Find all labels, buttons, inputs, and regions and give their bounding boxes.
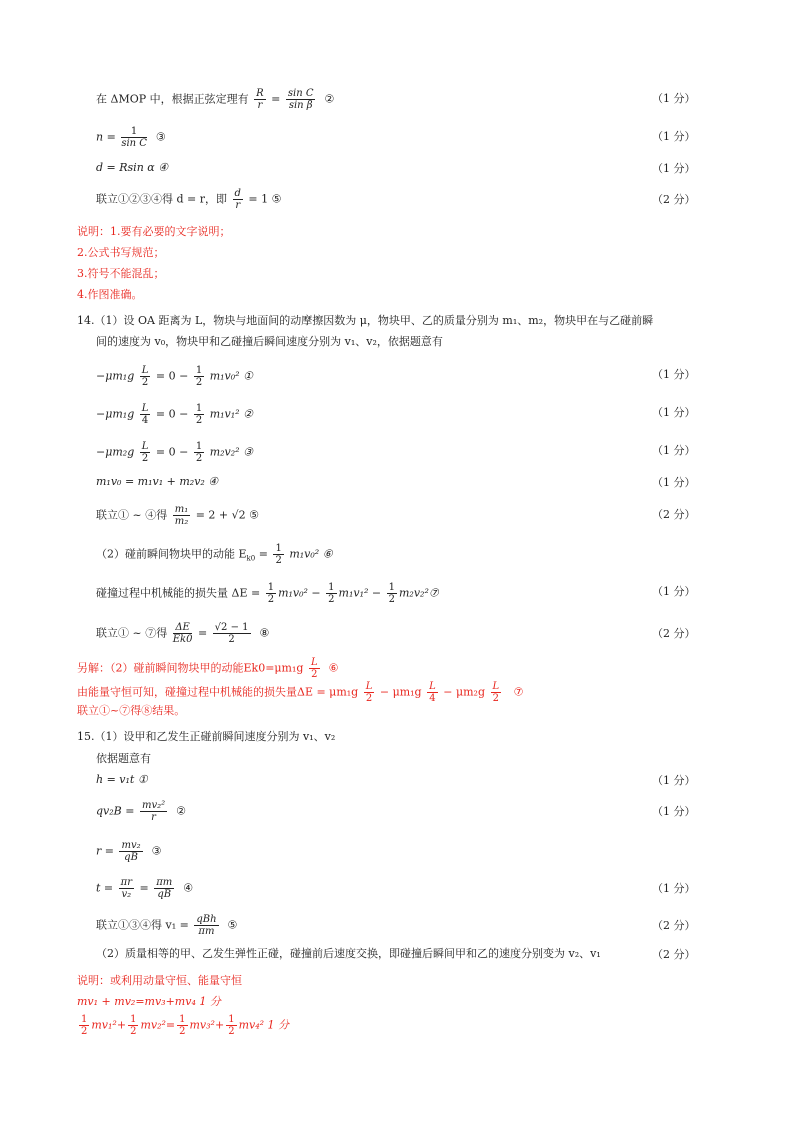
fraction: $\frac{1}{2}$ bbox=[275, 543, 282, 566]
score-label: （1 分） bbox=[652, 162, 696, 175]
score-label: （1 分） bbox=[652, 406, 696, 419]
score-label: （1 分） bbox=[652, 444, 696, 457]
fraction: $\frac{1}{2}$ bbox=[179, 1014, 186, 1037]
q14-energy-loss: 碰撞过程中机械能的损失量 ΔE = $\frac{1}{2}$ m₁v₀² − $\frac{1}{2}$ m₁v₁² − $\frac{1}{2}$ m₂v₂²⑦ bbox=[96, 582, 439, 605]
fraction: $\frac{L}{4}$ bbox=[429, 681, 436, 704]
q15-eq1: h = v₁t ① bbox=[96, 773, 148, 786]
fraction: $\frac{\text{mv₂}}{qB}$ bbox=[121, 840, 141, 863]
q15-eq5: 联立①③④得 v₁ = $\frac{\text{qBh}}{\pi m}$ ⑤ bbox=[96, 914, 238, 937]
fraction: $\frac{1}{2}$ bbox=[388, 582, 395, 605]
score-label: （1 分） bbox=[652, 368, 696, 381]
note2-line1: 说明：或利用动量守恒、能量守恒 bbox=[77, 974, 242, 987]
fraction: $\frac{\pi m}{qB}$ bbox=[156, 877, 173, 900]
alt-line3: 联立①~⑦得⑧结果。 bbox=[77, 704, 186, 717]
alt-line2: 由能量守恒可知，碰撞过程中机械能的损失量ΔE = μm₁g $\frac{L}{2}$ − μm₁g $\frac{L}{4}$ − μm₂g $\frac{L}{2}$ ⑦ bbox=[77, 681, 524, 704]
q14-part2: （2）碰前瞬间物块甲的动能 $E_{k0}$ = $\frac{1}{2}$ m₁v₀² ⑥ bbox=[96, 543, 333, 566]
q14-eq5: 联立① ~ ④得 $\frac{\text{m₁}}{\text{m₂}}$ = 2 + √2 ⑤ bbox=[96, 504, 260, 527]
score-label: （1 分） bbox=[652, 882, 696, 895]
fraction: $\frac{R}{r}$ bbox=[256, 88, 264, 111]
fraction: $\frac{1}{2}$ bbox=[195, 365, 203, 388]
note-line: 4.作图准确。 bbox=[77, 288, 143, 301]
q13-line1: 在 ΔMOP 中，根据正弦定理有 $\frac{R}{r}$ = $\frac{\text{sin C}}{\text{sin β}}$ ② bbox=[96, 88, 335, 111]
fraction: $\frac{L}{2}$ bbox=[141, 365, 149, 388]
q15-basis: 依据题意有 bbox=[96, 752, 151, 765]
score-label: （2 分） bbox=[652, 627, 696, 640]
score-label: （1 分） bbox=[652, 774, 696, 787]
q14-result: 联立① ~ ⑦得 $\frac{\Delta E}{Ek0}$ = $\frac{√2 - 1}{2}$ ⑧ bbox=[96, 622, 270, 645]
q13-line3: d = Rsin α ④ bbox=[96, 161, 169, 174]
fraction: $\frac{1}{2}$ bbox=[328, 582, 335, 605]
score-label: （1 分） bbox=[652, 92, 696, 105]
fraction: $\frac{1}{2}$ bbox=[81, 1014, 88, 1037]
q14-intro-2: 间的速度为 v₀，物块甲和乙碰撞后瞬间速度分别为 v₁、v₂，依据题意有 bbox=[96, 335, 443, 348]
score-label: （1 分） bbox=[652, 585, 696, 598]
q13-line2: n = $\frac{1}{\text{sin C}}$ ③ bbox=[96, 126, 166, 149]
q15-eq4: t = $\frac{\pi r}{\text{v₂}}$ = $\frac{\pi m}{qB}$ ④ bbox=[96, 877, 194, 900]
fraction: $\frac{\Delta E}{Ek0}$ bbox=[172, 622, 193, 645]
alt-line1: 另解：（2）碰前瞬间物块甲的动能Ek0=μm₁g $\frac{L}{2}$ ⑥ bbox=[77, 657, 339, 680]
fraction: $\frac{1}{2}$ bbox=[130, 1014, 137, 1037]
q15-eq3: r = $\frac{\text{mv₂}}{qB}$ ③ bbox=[96, 840, 162, 863]
note-line: 2.公式书写规范； bbox=[77, 246, 165, 259]
fraction: $\frac{1}{2}$ bbox=[228, 1014, 235, 1037]
fraction: $\frac{1}{2}$ bbox=[267, 582, 275, 605]
score-label: （2 分） bbox=[652, 919, 696, 932]
fraction: $\frac{L}{4}$ bbox=[141, 403, 149, 426]
q15-eq2: qv₂B = $\frac{\text{mv₂²}}{r}$ ② bbox=[96, 800, 186, 823]
q15-intro: 15.（1）设甲和乙发生正碰前瞬间速度分别为 v₁、v₂ bbox=[77, 730, 336, 743]
fraction: $\frac{\text{mv₂²}}{r}$ bbox=[141, 800, 166, 823]
fraction: $\frac{1}{\text{sin C}}$ bbox=[121, 126, 147, 149]
fraction: $\frac{\text{m₁}}{\text{m₂}}$ bbox=[174, 504, 189, 527]
fraction: $\frac{1}{2}$ bbox=[195, 441, 203, 464]
note2-line3: $\frac{1}{2}$ mv₁²+ $\frac{1}{2}$ mv₂²= $\frac{1}{2}$ mv₃²+ $\frac{1}{2}$ mv₄² 1 分 bbox=[81, 1014, 290, 1037]
q14-eq4: m₁v₀ = m₁v₁ + m₂v₂ ④ bbox=[96, 475, 219, 488]
fraction: $\frac{L}{2}$ bbox=[492, 681, 500, 704]
q14-eq3: −μm₂g $\frac{L}{2}$ = 0 − $\frac{1}{2}$ m₂v₂² ③ bbox=[96, 441, 253, 464]
fraction: $\frac{L}{2}$ bbox=[141, 441, 149, 464]
note2-line2: mv₁ + mv₂=mv₃+mv₄ 1 分 bbox=[77, 995, 221, 1008]
score-label: （2 分） bbox=[652, 508, 696, 521]
note-line: 说明：1.要有必要的文字说明； bbox=[77, 225, 231, 238]
score-label: （2 分） bbox=[652, 948, 696, 961]
q14-eq1: −μm₁g $\frac{L}{2}$ = 0 − $\frac{1}{2}$ m₁v₀² ① bbox=[96, 365, 253, 388]
fraction: $\frac{L}{2}$ bbox=[310, 657, 318, 680]
note-line: 3.符号不能混乱； bbox=[77, 267, 165, 280]
score-label: （1 分） bbox=[652, 476, 696, 489]
q15-part2: （2）质量相等的甲、乙发生弹性正碰，碰撞前后速度交换，即碰撞后瞬间甲和乙的速度分别变为 v₂、v₁ bbox=[96, 947, 601, 960]
q13-line4: 联立①②③④得 d = r，即 $\frac{d}{r}$ = 1 ⑤ bbox=[96, 188, 282, 211]
fraction: $\frac{√2 - 1}{2}$ bbox=[214, 622, 249, 645]
fraction: $\frac{L}{2}$ bbox=[365, 681, 373, 704]
score-label: （1 分） bbox=[652, 805, 696, 818]
fraction: $\frac{d}{r}$ bbox=[234, 188, 241, 211]
score-label: （1 分） bbox=[652, 130, 696, 143]
fraction: $\frac{\text{sin C}}{\text{sin β}}$ bbox=[287, 88, 314, 111]
q14-intro-1: 14.（1）设 OA 距离为 L，物块与地面间的动摩擦因数为 μ，物块甲、乙的质量分别为 m₁、m₂，物块甲在与乙碰前瞬 bbox=[77, 314, 654, 327]
score-label: （2 分） bbox=[652, 193, 696, 206]
fraction: $\frac{1}{2}$ bbox=[195, 403, 203, 426]
q14-eq2: −μm₁g $\frac{L}{4}$ = 0 − $\frac{1}{2}$ m₁v₁² ② bbox=[96, 403, 253, 426]
fraction: $\frac{\pi r}{\text{v₂}}$ bbox=[120, 877, 132, 900]
fraction: $\frac{\text{qBh}}{\pi m}$ bbox=[196, 914, 217, 937]
